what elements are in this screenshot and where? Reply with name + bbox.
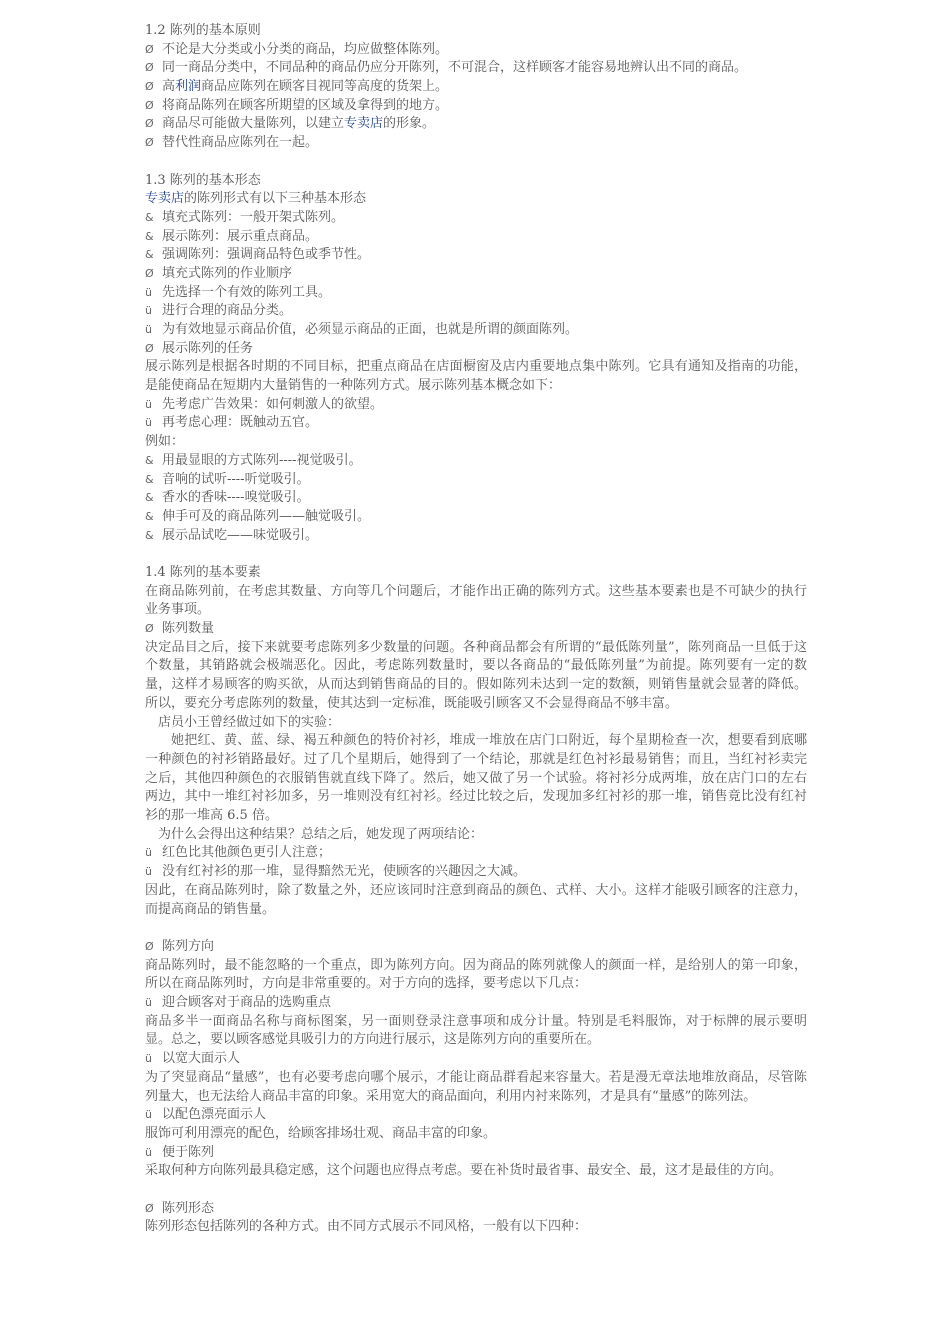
- bullet-circle-icon: Ø: [145, 939, 154, 953]
- list-item: & 伸手可及的商品陈列——触觉吸引。: [145, 508, 807, 527]
- bullet-check-icon: ü: [145, 996, 152, 1010]
- bullet-amp-icon: &: [145, 509, 154, 523]
- list-item: & 填充式陈列：一般开架式陈列。: [145, 209, 807, 228]
- bullet-amp-icon: &: [145, 210, 154, 224]
- paragraph: 服饰可利用漂亮的配色，给顾客排场壮观、商品丰富的印象。: [145, 1125, 497, 1141]
- list-item: ü 便于陈列: [145, 1144, 807, 1163]
- paragraph: 因此，在商品陈列时，除了数量之外，还应该同时注意到商品的颜色、式样、大小。这样才能吸引顾客的注意力，而提高商品的销售量。: [145, 882, 807, 917]
- bullet-circle-icon: Ø: [145, 42, 154, 56]
- paragraph: 决定品目之后，接下来就要考虑陈列多少数量的问题。各种商品都会有所谓的“最低陈列量”，陈列商品一旦低于这个数量，其销路就会极端恶化。因此，考虑陈列数量时，要以各商品的“最低陈列量”为前提。陈列要有一定的数量，这样才易顾客的购买欲，从而达到销售商品的目的。假如陈列未达到一定的数额，则销售量就会显著的降低。所以，要充分考虑陈列的数量，使其达到一定标准，既能吸引顾客又不会显得商品不够丰富。: [145, 639, 807, 711]
- bullet-amp-icon: &: [145, 528, 154, 542]
- list-item: Ø 商品尽可能做大量陈列，以建立专卖店的形象。: [145, 115, 807, 134]
- list-item: Ø 高利润商品应陈列在顾客目视同等高度的货架上。: [145, 78, 807, 97]
- list-item: ü 以宽大面示人: [145, 1050, 807, 1069]
- bullet-amp-icon: &: [145, 248, 154, 262]
- section-title-1-2: 1.2 陈列的基本原则: [145, 23, 261, 38]
- paragraph: 在商品陈列前，在考虑其数量、方向等几个问题后，才能作出正确的陈列方式。这些基本要素也是不可缺少的执行业务事项。: [145, 583, 807, 618]
- bullet-amp-icon: &: [145, 453, 154, 467]
- bullet-check-icon: ü: [145, 323, 152, 336]
- bullet-check-icon: ü: [145, 1145, 152, 1159]
- list-item: ü 再考虑心理：既触动五官。: [145, 414, 807, 433]
- bullet-circle-icon: Ø: [145, 266, 154, 280]
- paragraph: 商品多半一面商品名称与商标图案，另一面则登录注意事项和成分计量。特别是毛料服饰，对于标牌的展示要明显。总之，要以顾客感觉具吸引力的方向进行展示，这是陈列方向的重要所在。: [145, 1013, 807, 1048]
- paragraph: 陈列形态包括陈列的各种方式。由不同方式展示不同风格，一般有以下四种：: [145, 1219, 588, 1235]
- bullet-circle-icon: Ø: [145, 61, 154, 75]
- list-item: ü 红色比其他颜色更引人注意；: [145, 844, 807, 863]
- paragraph: 她把红、黄、蓝、绿、褐五种颜色的特价衬衫，堆成一堆放在店门口附近，每个星期检查一次，想要看到底哪一种颜色的衬衫销路最好。过了几个星期后，她得到了一个结论，那就是红色衬衫最易销售；而且，当红衬衫卖完之后，其他四种颜色的衣服销售就直线下降了。然后，她又做了另一个试验。将衬衫分成两堆，放在店门口的左右两边，其中一堆红衬衫加多，另一堆则没有红衬衫。经过比较之后，发现加多红衬衫的那一堆，销售竟比没有红衬衫的那一堆高 6.5 倍。: [145, 733, 807, 824]
- list-item: Ø 不论是大分类或小分类的商品，均应做整体陈列。: [145, 41, 807, 60]
- paragraph: 专卖店的陈列形式有以下三种基本形态: [145, 191, 367, 207]
- list-item: ü 迎合顾客对于商品的选购重点: [145, 994, 807, 1013]
- bullet-circle-icon: Ø: [145, 341, 154, 355]
- subheading: Ø 陈列形态: [145, 1200, 807, 1219]
- list-item: ü 先选择一个有效的陈列工具。: [145, 284, 807, 303]
- paragraph: 展示陈列是根据各时期的不同目标，把重点商品在店面橱窗及店内重要地点集中陈列。它具有通知及指南的功能，是能使商品在短期内大量销售的一种陈列方式。展示陈列基本概念如下：: [145, 359, 807, 394]
- subheading: Ø 填充式陈列的作业顺序: [145, 265, 807, 284]
- keyword-link-profit[interactable]: 利润: [175, 79, 202, 95]
- list-item: Ø 替代性商品应陈列在一起。: [145, 134, 807, 153]
- list-item: & 展示品试吃——味觉吸引。: [145, 527, 807, 546]
- bullet-check-icon: ü: [145, 1108, 152, 1122]
- list-item: & 强调陈列：强调商品特色或季节性。: [145, 246, 807, 265]
- subheading: Ø 陈列数量: [145, 620, 807, 639]
- example-label: 例如：: [145, 434, 185, 450]
- section-title-1-3: 1.3 陈列的基本形态: [145, 172, 261, 188]
- section-title-1-4: 1.4 陈列的基本要素: [145, 564, 261, 580]
- list-item: ü 先考虑广告效果：如何刺激人的欲望。: [145, 396, 807, 415]
- list-item: ü 以配色漂亮面示人: [145, 1106, 807, 1125]
- subheading: Ø 陈列方向: [145, 938, 807, 957]
- paragraph: 店员小王曾经做过如下的实验：: [158, 714, 341, 730]
- list-item: Ø 将商品陈列在顾客所期望的区域及拿得到的地方。: [145, 97, 807, 116]
- bullet-amp-icon: &: [145, 229, 154, 243]
- paragraph: 为什么会得出这种结果？总结之后，她发现了两项结论：: [158, 826, 484, 842]
- bullet-amp-icon: &: [145, 491, 154, 505]
- subheading: Ø 展示陈列的任务: [145, 340, 807, 359]
- bullet-check-icon: ü: [145, 304, 152, 318]
- paragraph: 采取何种方向陈列最具稳定感，这个问题也应得点考虑。要在补货时最省事、最安全、最，这才是最佳的方向。: [145, 1163, 783, 1179]
- bullet-check-icon: ü: [145, 285, 152, 299]
- bullet-circle-icon: Ø: [145, 80, 154, 94]
- bullet-circle-icon: Ø: [145, 622, 154, 636]
- bullet-check-icon: ü: [145, 846, 152, 860]
- list-item: & 香水的香味----嗅觉吸引。: [145, 489, 807, 508]
- list-item: ü 为有效地显示商品价值，必须显示商品的正面，也就是所谓的颜面陈列。: [145, 321, 807, 340]
- list-item: ü 没有红衬衫的那一堆，显得黯然无光，使顾客的兴趣因之大减。: [145, 863, 807, 882]
- list-item: Ø 同一商品分类中，不同品种的商品仍应分开陈列，不可混合，这样顾客才能容易地辨认出不同的商品。: [145, 59, 807, 78]
- keyword-link-store[interactable]: 专卖店: [344, 116, 384, 132]
- list-item: & 用最显眼的方式陈列----视觉吸引。: [145, 452, 807, 471]
- list-item: & 展示陈列：展示重点商品。: [145, 228, 807, 247]
- bullet-circle-icon: Ø: [145, 117, 154, 131]
- bullet-circle-icon: Ø: [145, 1201, 154, 1215]
- bullet-circle-icon: Ø: [145, 98, 154, 112]
- keyword-link-store[interactable]: 专卖店: [145, 191, 185, 207]
- list-item: ü 进行合理的商品分类。: [145, 302, 807, 321]
- bullet-check-icon: ü: [145, 397, 152, 411]
- bullet-amp-icon: &: [145, 472, 154, 486]
- paragraph: 为了突显商品“量感”，也有必要考虑向哪个展示，才能让商品群看起来容量大。若是漫无章法地堆放商品，尽管陈列量大，也无法给人商品丰富的印象。采用宽大的商品面向，利用内衬来陈列，才是具有“量感”的陈列法。: [145, 1069, 807, 1104]
- bullet-check-icon: ü: [145, 865, 152, 879]
- list-item: & 音响的试听----听觉吸引。: [145, 471, 807, 490]
- paragraph: 商品陈列时，最不能忽略的一个重点，即为陈列方向。因为商品的陈列就像人的颜面一样，是给别人的第一印象，所以在商品陈列时，方向是非常重要的。对于方向的选择，要考虑以下几点：: [145, 957, 807, 992]
- bullet-check-icon: ü: [145, 1052, 152, 1066]
- bullet-circle-icon: Ø: [145, 136, 154, 150]
- bullet-check-icon: ü: [145, 416, 152, 430]
